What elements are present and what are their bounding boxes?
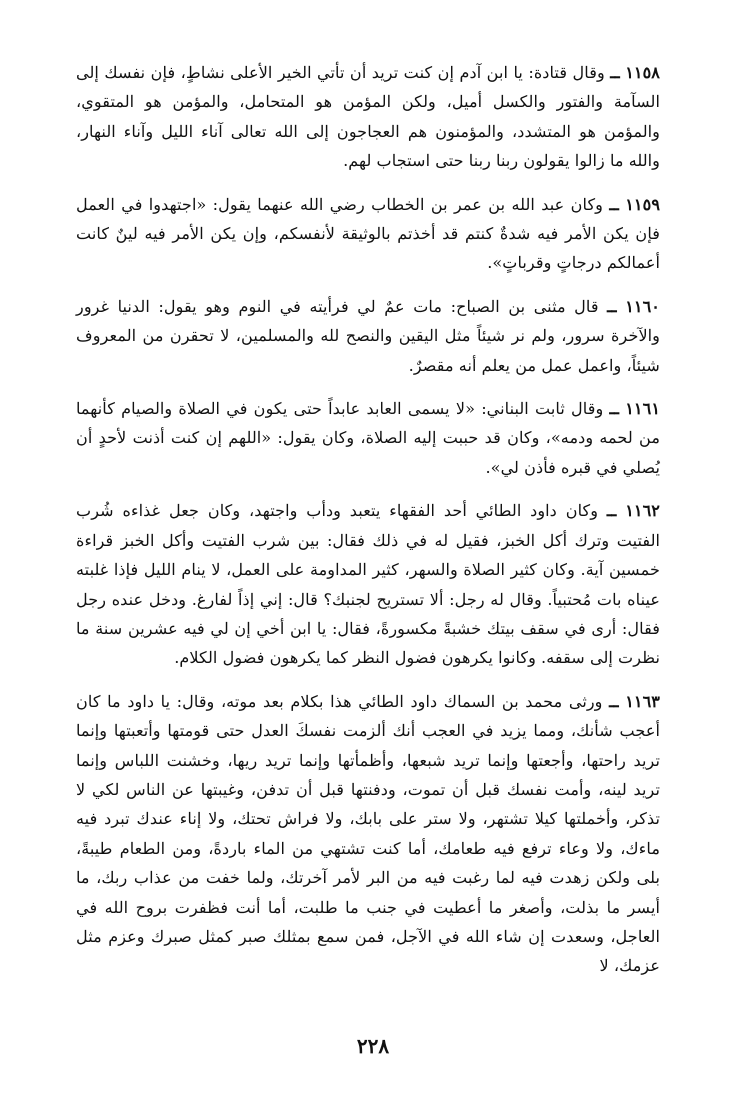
entry-text: ورثى محمد بن السماك داود الطائي هذا بكلام بعد موته، وقال: يا داود ما كان أعجب شأنك، ومما يزيد في العجب أنك ألزمت نفسكَ العدل حتى قومتها وأتعبتها وإنما تريد راحتها، وأجعتها وإنما تريد شبعها، وأظمأتها وإنما تريد ريها، وخشنت اللباس وإنما تريد لينه، وأمت نفسك قبل أن تموت، ودفنتها قبل أن تدفن، وغيبتها عن الناس لكي لا تذكر، وأخملتها كيلا تشتهر، ولا ستر على بابك، ولا فراش تحتك، ولا إناء عندك تبرد فيه ماءك، ولا وعاء ترفع فيه طعامك، أما كنت تشتهي من الماء باردةً، ومن الطعام طيبةً، بلى ولكن زهدت فيه لما رغبت فيه من البر لأمر آخرتك، ولما خفت من عذاب ربك، ما أيسر ما بذلت، وأصغر ما أعطيت في جنب ما طلبت، أما أنت فظفرت بروح الله في العاجل، وسعدت إن شاء الله في الآجل، فمن سمع بمثلك صبر كمثل صبرك وعزم مثل عزمك، لا bbox=[76, 691, 660, 976]
page-body bbox=[76, 58, 660, 995]
entry-text: قال مثنى بن الصباح: مات عمٌ لي فرأيته في النوم وهو يقول: الدنيا غرور والآخرة سرور، ولم نر شيئاً مثل اليقين والنصح لله والمسلمين، لا تحقرن من المعروف شيئاً، واعمل عمل من يعلم أنه مقصرٌ. bbox=[76, 296, 660, 375]
entry-text: وكان عبد الله بن عمر بن الخطاب رضي الله عنهما يقول: «اجتهدوا في العمل فإن يكن الأمر فيه شدةٌ كنتم قد أخذتم بالوثيقة لأنفسكم، وإن يكن الأمر فيه لينٌ كانت أعمالكم درجاتٍ وقرباتٍ». bbox=[76, 194, 660, 273]
entry-dash: ــ bbox=[607, 296, 617, 316]
entry-dash: ــ bbox=[610, 63, 620, 82]
paragraph-1159 bbox=[76, 190, 660, 278]
paragraph-1161 bbox=[76, 394, 660, 482]
entry-text: وقال ثابت البناني: «لا يسمى العابد عابداً حتى يكون في الصلاة والصيام كأنهما من لحمه ودمه»، وكان قد حببت إليه الصلاة، وكان يقول: «اللهم إن كنت أذنت لأحدٍ أن يُصلي في قبره فأذن لي». bbox=[76, 399, 660, 477]
paragraph-1162 bbox=[76, 496, 660, 672]
page-number: ٢٢٨ bbox=[356, 1034, 390, 1058]
paragraph-1158 bbox=[76, 58, 660, 176]
entry-dash: ــ bbox=[606, 501, 617, 521]
entry-number: ١١٥٨ bbox=[625, 63, 660, 82]
paragraph-1160 bbox=[76, 292, 660, 380]
entry-text: وقال قتادة: يا ابن آدم إن كنت تريد أن تأتي الخير الأعلى نشاطٍ، فإن نفسك إلى السآمة والفتور والكسل أميل، ولكن المؤمن هو المتحامل، والمؤمن هو المتقوي، والمؤمن هو المتشدد، والمؤمنون هم العجاجون إلى الله تعالى آناء الليل وآناء النهار، والله ما زالوا يقولون ربنا ربنا حتى استجاب لهم. bbox=[76, 63, 660, 171]
entry-number: ١١٥٩ bbox=[625, 194, 661, 214]
entry-number: ١١٦٠ bbox=[625, 296, 660, 316]
paragraph-1163 bbox=[76, 687, 660, 981]
entry-text: وكان داود الطائي أحد الفقهاء يتعبد ودأب واجتهد، وكان جعل غذاءه شُرب الفتيت وترك أكل الخبز، فقيل له في ذلك فقال: بين شرب الفتيت وأكل الخبز قراءة خمسين آية. وكان كثير الصلاة والسهر، كثير المداومة على العمل، لا ينام الليل فإذا غلبته عيناه بات مُحتبياً. وقال له رجل: ألا تستريح لجنبك؟ قال: إني إذاً لفارغ. ودخل عنده رجل فقال: أرى في سقف بيتك خشبةً مكسورةً، فقال: يا ابن أخي إن لي فيه عشرين سنة ما نظرت إلى سقفه. وكانوا يكرهون فضول النظر كما يكرهون فضول الكلام. bbox=[76, 501, 660, 668]
entry-number: ١١٦١ bbox=[625, 399, 661, 419]
entry-dash: ــ bbox=[609, 691, 619, 711]
entry-number: ١١٦٣ bbox=[625, 691, 660, 711]
entry-number: ١١٦٢ bbox=[625, 501, 660, 521]
entry-dash: ــ bbox=[609, 194, 619, 214]
entry-dash: ــ bbox=[609, 399, 620, 419]
